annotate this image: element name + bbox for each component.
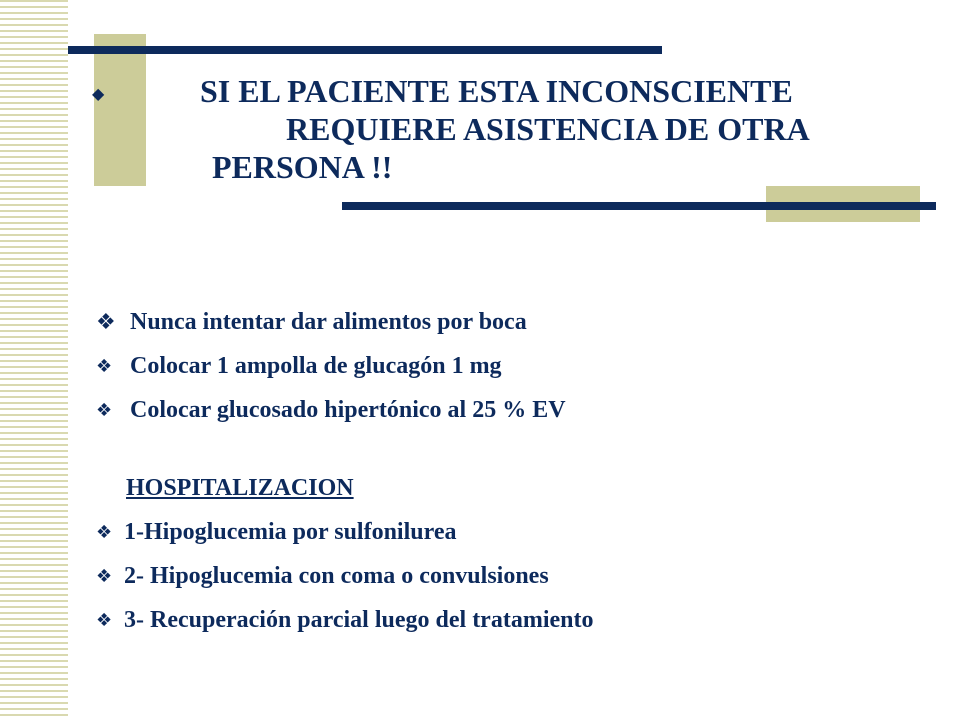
hospitalization-criterion: 2- Hipoglucemia con coma o convulsiones <box>124 562 549 589</box>
action-text: Colocar glucosado hipertónico al 25 % EV <box>130 396 566 423</box>
slide-title <box>200 72 920 186</box>
list-item <box>96 388 916 432</box>
title-line-3: PERSONA !! <box>212 149 393 185</box>
diamond-bullet-icon: ❖ <box>96 521 113 543</box>
list-spacer <box>96 432 916 466</box>
list-item <box>96 344 916 388</box>
left-decorative-stripes <box>0 0 68 720</box>
title-rule-top <box>68 46 662 54</box>
diamond-bullet-icon: ❖ <box>96 609 113 631</box>
title-line-2: REQUIERE ASISTENCIA DE OTRA <box>286 111 810 147</box>
action-text: Colocar 1 ampolla de glucagón 1 mg <box>130 352 502 379</box>
hospitalization-criterion: 3- Recuperación parcial luego del tratamiento <box>124 606 594 633</box>
title-line-1: SI EL PACIENTE ESTA INCONSCIENTE <box>200 73 793 109</box>
list-item <box>96 554 916 598</box>
list-item <box>96 510 916 554</box>
diamond-bullet-icon: ❖ <box>96 399 113 421</box>
title-rule-bottom <box>342 202 936 210</box>
list-item <box>96 300 916 344</box>
diamond-bullet-icon: ❖ <box>96 355 113 377</box>
hospitalization-criterion: 1-Hipoglucemia por sulfonilurea <box>124 518 457 545</box>
content-list <box>96 300 916 642</box>
action-text: Nunca intentar dar alimentos por boca <box>130 308 527 335</box>
diamond-bullet-icon: ❖ <box>96 565 113 587</box>
list-item <box>96 598 916 642</box>
diamond-bullet-icon: ❖ <box>96 309 116 335</box>
title-diamond-bullet-icon: ◆ <box>92 86 105 103</box>
title-accent-block-left <box>94 34 146 186</box>
hospitalization-heading: HOSPITALIZACION <box>126 475 354 501</box>
